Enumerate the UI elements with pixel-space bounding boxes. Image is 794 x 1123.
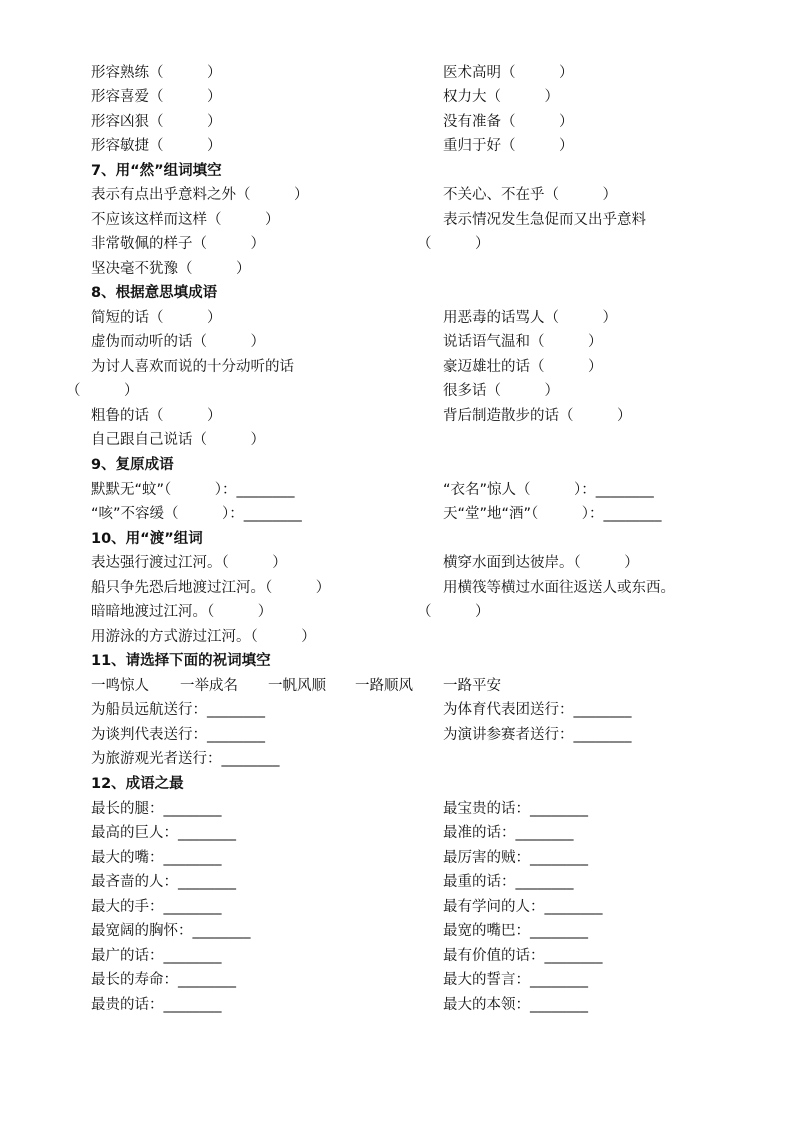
s12-right-6: 最宽的嘴巴：________ (443, 923, 588, 939)
s12-right-3: 最厉害的贼：________ (443, 850, 588, 866)
s10-left-2: 船只争先恐后地渡过江河。（ ） (91, 580, 331, 596)
s10-left-3: 暗暗地渡过江河。（ ） (91, 604, 273, 620)
s7-left-3: 非常敬佩的样子（ ） (91, 236, 265, 252)
s11-option-1: 一鸣惊人 (91, 678, 149, 694)
s11-title: 11、请选择下面的祝词填空 (91, 653, 271, 669)
s8-right-5: 背后制造散步的话（ ） (443, 408, 632, 424)
s10-left-4: 用游泳的方式游过江河。（ ） (91, 629, 316, 645)
s10-left-1: 表达强行渡过江河。（ ） (91, 555, 287, 571)
s12-right-2: 最准的话：________ (443, 825, 574, 841)
s6-left-1: 形容熟练（ ） (91, 65, 222, 81)
s8-left-3b: （ ） (66, 383, 139, 399)
s12-right-5: 最有学问的人：________ (443, 899, 603, 915)
s7-left-2: 不应该这样而这样（ ） (91, 212, 280, 228)
s11-option-4: 一路顺风 (355, 678, 413, 694)
s12-left-5: 最大的手：________ (91, 899, 222, 915)
s8-left-1: 简短的话（ ） (91, 310, 222, 326)
s12-right-1: 最宝贵的话：________ (443, 801, 588, 817)
s9-right-1: “衣名”惊人（ ）：________ (443, 482, 654, 498)
s8-left-5: 粗鲁的话（ ） (91, 408, 222, 424)
s12-left-8: 最长的寿命：________ (91, 972, 236, 988)
s7-left-4: 坚决毫不犹豫（ ） (91, 261, 251, 277)
s12-left-6: 最宽阔的胸怀：________ (91, 923, 251, 939)
s12-left-9: 最贵的话：________ (91, 997, 222, 1013)
s9-title: 9、复原成语 (91, 457, 174, 473)
s11-right-1: 为体育代表团送行：________ (443, 702, 632, 718)
s6-right-2: 权力大（ ） (443, 89, 559, 105)
s12-right-8: 最大的誓言：________ (443, 972, 588, 988)
s10-right-2: 用横筏等横过水面往返送人或东西。 (443, 580, 675, 596)
s10-right-3: （ ） (417, 604, 490, 620)
s12-left-7: 最广的话：________ (91, 948, 222, 964)
s8-left-6: 自己跟自己说话（ ） (91, 432, 265, 448)
s6-left-3: 形容凶狠（ ） (91, 114, 222, 130)
s10-right-1: 横穿水面到达彼岸。（ ） (443, 555, 639, 571)
s6-right-3: 没有准备（ ） (443, 114, 574, 130)
s7-right-1: 不关心、不在乎（ ） (443, 187, 617, 203)
s8-right-2: 说话语气温和（ ） (443, 334, 603, 350)
s8-right-3: 豪迈雄壮的话（ ） (443, 359, 603, 375)
s12-left-3: 最大的嘴：________ (91, 850, 222, 866)
s11-right-2: 为演讲参赛者送行：________ (443, 727, 632, 743)
s6-right-1: 医术高明（ ） (443, 65, 574, 81)
s11-option-5: 一路平安 (443, 678, 501, 694)
s7-right-3: （ ） (417, 236, 490, 252)
s9-left-2: “咳”不容缓（ ）：________ (91, 506, 302, 522)
s9-right-2: 天“堂”地“酒”（ ）：________ (443, 506, 662, 522)
s11-left-1: 为船员远航送行：________ (91, 702, 265, 718)
s7-right-2: 表示情况发生急促而又出乎意料 (443, 212, 646, 228)
s11-option-3: 一帆风顺 (268, 678, 326, 694)
s8-title: 8、根据意思填成语 (91, 285, 218, 301)
s10-title: 10、用“渡”组词 (91, 531, 203, 547)
s8-right-1: 用恶毒的话骂人（ ） (443, 310, 617, 326)
s12-right-4: 最重的话：________ (443, 874, 574, 890)
s7-left-1: 表示有点出乎意料之外（ ） (91, 187, 309, 203)
s8-right-4: 很多话（ ） (443, 383, 559, 399)
s8-left-2: 虚伪而动听的话（ ） (91, 334, 265, 350)
s11-left-3: 为旅游观光者送行：________ (91, 751, 280, 767)
s9-left-1: 默默无“蚊”（ ）：________ (91, 482, 295, 498)
s12-title: 12、成语之最 (91, 776, 184, 792)
s7-title: 7、用“然”组词填空 (91, 163, 222, 179)
s12-left-4: 最吝啬的人：________ (91, 874, 236, 890)
s12-right-9: 最大的本领：________ (443, 997, 588, 1013)
s6-right-4: 重归于好（ ） (443, 138, 574, 154)
s6-left-4: 形容敏捷（ ） (91, 138, 222, 154)
s12-right-7: 最有价值的话：________ (443, 948, 603, 964)
s6-left-2: 形容喜爱（ ） (91, 89, 222, 105)
s8-left-3: 为讨人喜欢而说的十分动听的话 (91, 359, 294, 375)
s11-option-2: 一举成名 (180, 678, 238, 694)
s11-left-2: 为谈判代表送行：________ (91, 727, 265, 743)
s12-left-1: 最长的腿：________ (91, 801, 222, 817)
s12-left-2: 最高的巨人：________ (91, 825, 236, 841)
